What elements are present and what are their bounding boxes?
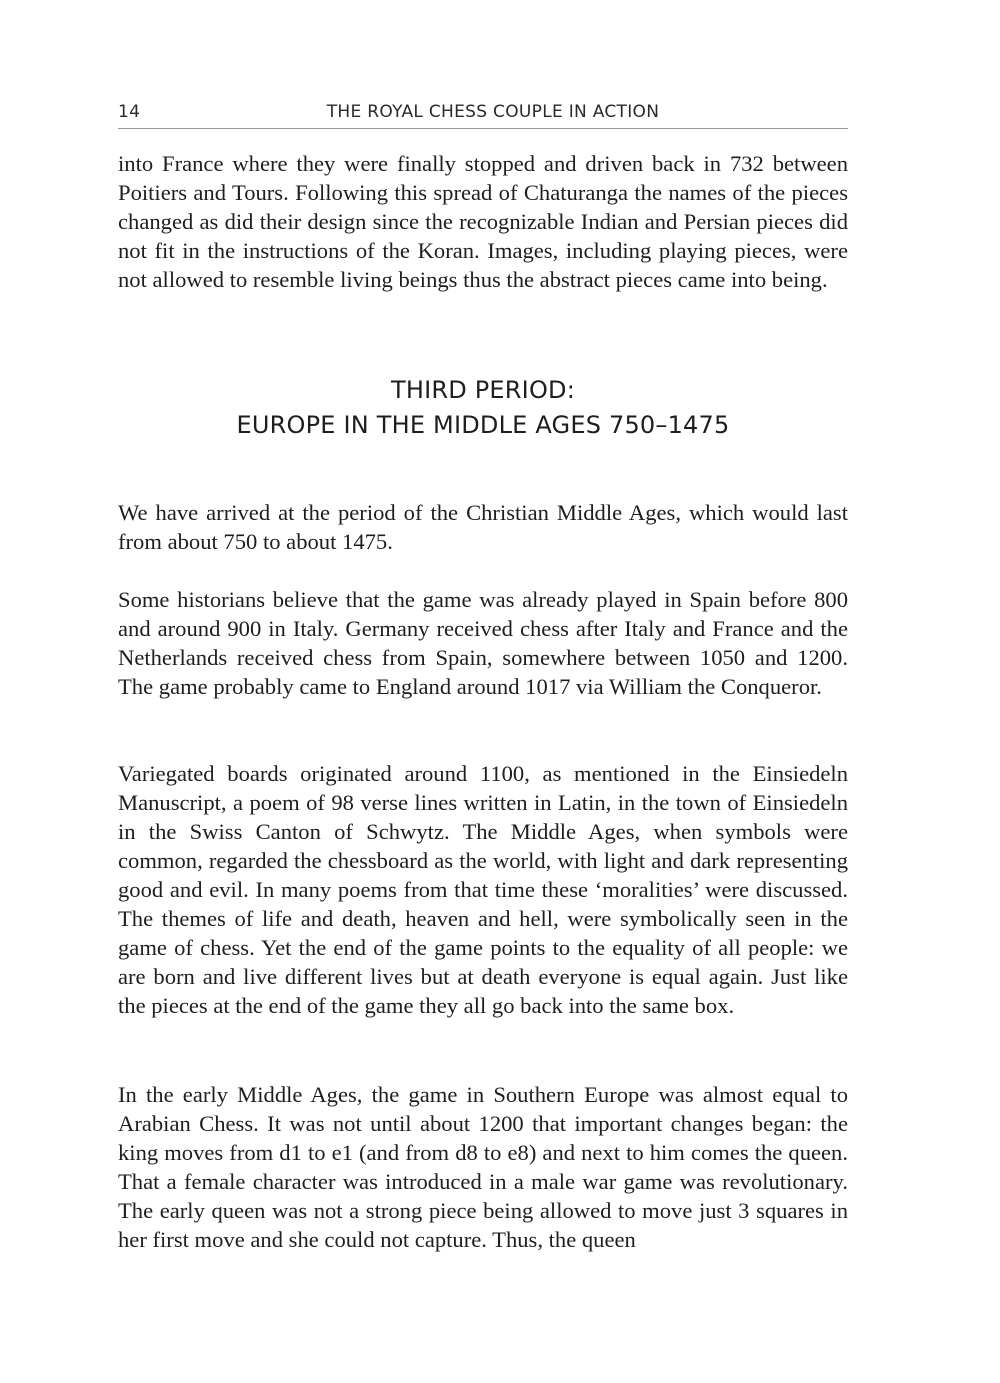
paragraph-2: Some historians believe that the game was already played in Spain before 800 and around 900 in Italy. Germany received chess after Italy and France and the Netherlands received chess from Spain, somewhere between 1050 and 1200. The game probably came to England around 1017 via William the Conqueror.	[118, 587, 848, 699]
paragraph-1: We have arrived at the period of the Christian Middle Ages, which would last from about 750 to about 1475.	[118, 500, 848, 554]
section-heading-line-2: EUROPE IN THE MIDDLE AGES 750–1475	[236, 411, 730, 439]
running-title: THE ROYAL CHESS COUPLE IN ACTION	[326, 102, 660, 122]
section-heading	[118, 373, 848, 443]
book-page	[118, 0, 848, 1383]
paragraph-3: Variegated boards originated around 1100, as mentioned in the Einsiedeln Manuscript, a poem of 98 verse lines written in Latin, in the town of Einsiedeln in the Swiss Canton of Schwytz. The Middle Ages, when symbols were common, regarded the chessboard as the world, with light and dark representing good and evil. In many poems from that time these ‘moralities’ were discussed. The themes of life and death, heaven and hell, were symbolically seen in the game of chess. Yet the end of the game points to the equality of all people: we are born and live different lives but at death everyone is equal again. Just like the pieces at the end of the game they all go back into the same box.	[118, 761, 848, 1018]
paragraph-4: In the early Middle Ages, the game in Southern Europe was almost equal to Arabian Chess. It was not until about 1200 that important changes began: the king moves from d1 to e1 (and from d8 to e8) and next to him comes the queen. That a female character was introduced in a male war game was revolutionary. The early queen was not a strong piece being allowed to move just 3 squares in her first move and she could not capture. Thus, the queen	[118, 1082, 848, 1252]
running-header	[118, 100, 848, 129]
page-number: 14	[118, 102, 141, 122]
section-heading-line-1: THIRD PERIOD:	[390, 376, 576, 404]
intro-paragraph: into France where they were finally stopped and driven back in 732 between Poitiers and Tours. Following this spread of Chaturanga the names of the pieces changed as did their design since the recognizable Indian and Persian pieces did not fit in the instructions of the Koran. Images, including playing pieces, were not allowed to resemble living beings thus the abstract pieces came into being.	[118, 151, 848, 292]
